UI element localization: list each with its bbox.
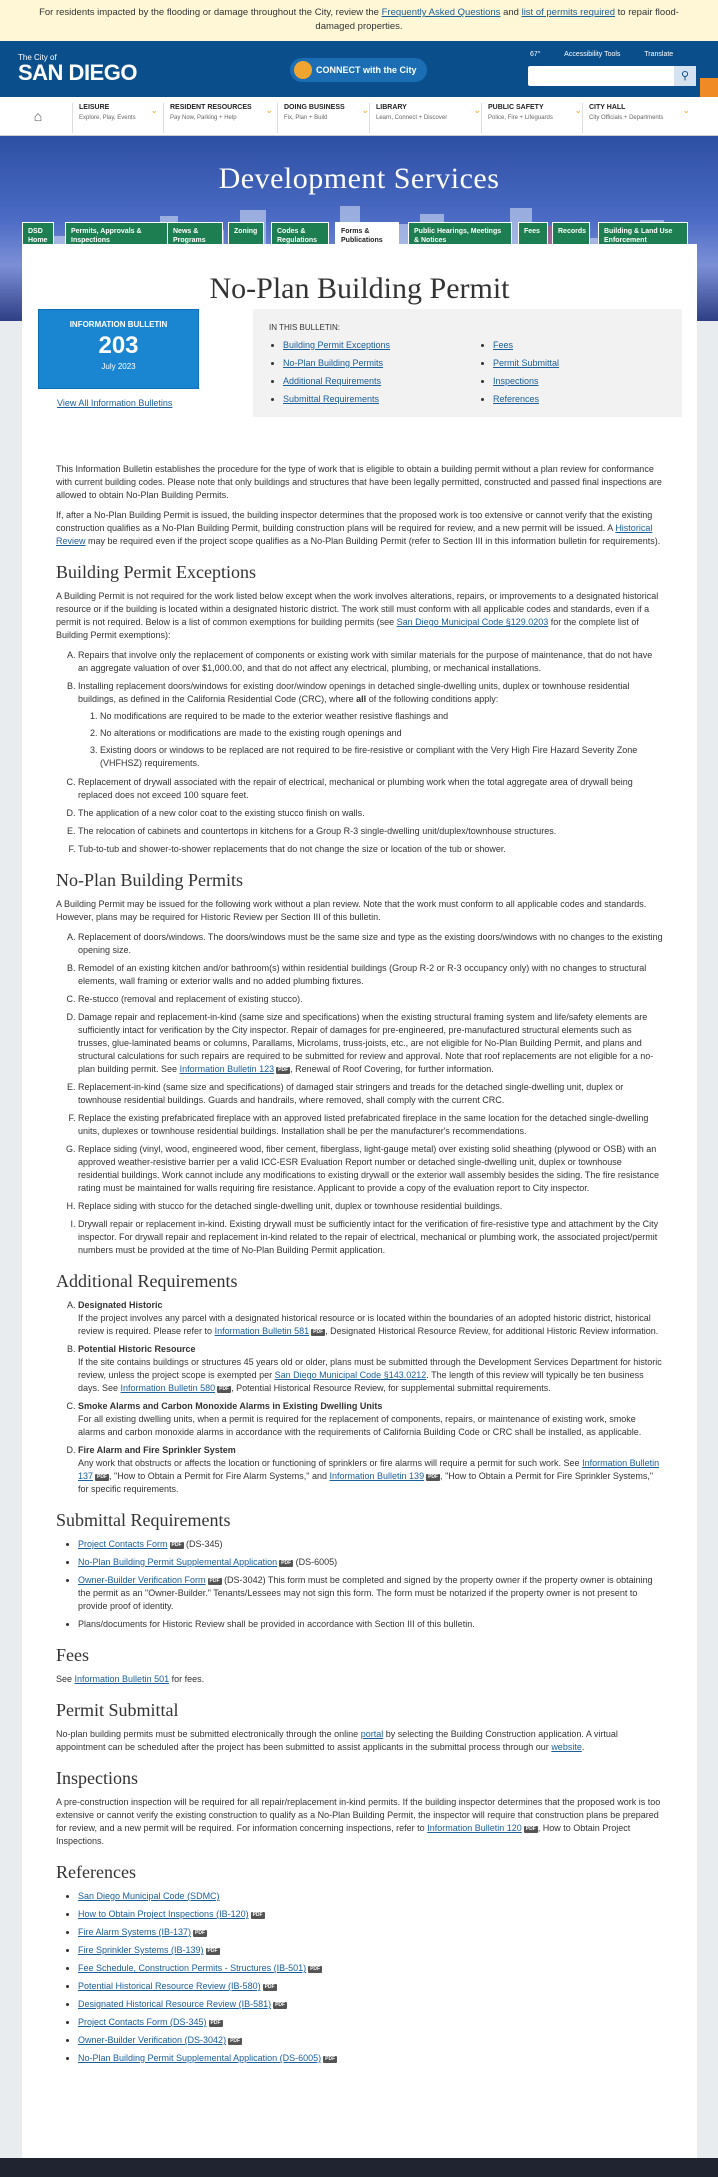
list-item: D. The application of a new color coat to the existing stucco finish on walls. [78,807,664,820]
list-item: • Project Contacts Form PDF (DS-345) [78,1538,664,1551]
hero-title: Development Services [218,162,500,195]
list-item: E. The relocation of cabinets and countertops in kitchens for a Group R-3 single-dwelling unit/duplex/townhouse structures. [78,825,664,838]
accessibility-tools-link[interactable]: Accessibility Tools [564,51,621,58]
pdf-icon: PDF [275,2002,286,2008]
nav-doing-business[interactable] [277,103,369,133]
portal-link[interactable]: portal [360,1729,384,1739]
alert-text: For residents impacted by the flooding or damage throughout the City, review the [39,7,379,18]
list-item: I. Drywall repair or replacement in-kind. Existing drywall must be sufficiently intact for the verification of fire-resistive type and attachment by the City inspector. For drywall repair and replacement in-kind related to the repair of electrical, mechanical or plumbing work, the associated project/permit numbers must be provided at the time of No-Plan Building Permit application. [78,1218,664,1257]
conditions-list [100,710,664,770]
weather-readout: 67° [530,51,541,58]
chevron-down-icon: ⌄ [473,105,481,115]
website-link[interactable]: website [551,1742,582,1752]
list-item: C. Re-stucco (removal and replacement of existing stucco). [78,993,664,1006]
list-item: F. Replace the existing prefabricated fireplace with an approved listed prefabricated fireplace in the same location for the detached single-dwelling units, duplexes or townhouse residential buildings. Installation shall be per the manufacturer's recommendations. [78,1112,664,1138]
list-item [78,1908,664,1921]
connect-icon [294,61,312,79]
nav-sub: Learn, Connect + Discover [376,115,448,121]
list-item: B. Potential Historic Resource If the site contains buildings or structures 45 years old or older, plans must be submitted through the Development Services Department for historic review, unless the project scope is exempted per San Diego Municipal Code §143.0212. The length of this review will typically be ten business days. See Information Bulletin 580 PDF , Potential Historical Resource Review, for supplemental submittal requirements. [78,1343,664,1395]
home-icon[interactable]: ⌂ [33,108,43,124]
list-item: H. Replace siding with stucco for the detached single-dwelling unit, duplex or townhouse residential buildings. [78,1200,664,1213]
list-item [78,1998,664,2011]
table-of-contents [253,309,682,417]
pdf-icon: PDF [252,1912,263,1918]
subnav-dsd-home[interactable]: DSD Home [22,222,54,248]
toc-right [493,339,559,411]
nav-sub: Police, Fire + Lifeguards [488,115,553,121]
chevron-down-icon: ⌄ [682,105,690,115]
list-item: A. Designated Historic If the project involves any parcel with a designated historical resource or is located within the boundaries of an adopted historic district, historical review is required. Please refer to Information Bulletin 581 PDF , Designated Historical Resource Review, for additional Historic Review information. [78,1299,664,1338]
pdf-icon: PDF [325,2056,336,2062]
pdf-icon: PDF [264,1984,275,1990]
historical-review-link[interactable]: Historical Review [56,523,653,546]
section-heading-additional: Additional Requirements [56,1271,238,1291]
toc-item[interactable] [493,339,559,357]
list-item [78,1962,664,1975]
pdf-icon: PDF [209,1578,220,1584]
translate-link[interactable]: Translate [644,51,674,58]
list-item [78,2052,664,2065]
reference-link[interactable]: Project Contacts Form (DS-345) [78,2017,207,2027]
subnav-zoning[interactable]: Zoning [228,222,264,248]
bulletin-badge [38,309,199,389]
toc-item[interactable] [493,393,559,411]
subnav-codes[interactable]: Codes & Regulations [271,222,329,248]
toc-link[interactable]: Inspections [493,376,539,386]
list-item [78,1926,664,1939]
nav-title: CITY HALL [589,104,626,111]
section-heading-permit-submittal: Permit Submittal [56,1700,179,1720]
main-navigation [0,97,718,136]
toc-link[interactable]: Additional Requirements [283,376,382,386]
list-item: A. Replacement of doors/windows. The doors/windows must be the same size and type as the existing doors/windows with no changes to the existing opening size. [78,931,664,957]
ib-580-link[interactable]: Information Bulletin 580 [120,1383,216,1393]
list-item: C. Replacement of drywall associated with the repair of electrical, mechanical or plumbing work when the total aggregate area of drywall being replaced does not exceed 100 square feet. [78,776,664,802]
chevron-down-icon: ⌄ [574,105,582,115]
exceptions-list [78,649,664,856]
view-all-bulletins-link[interactable]: View All Information Bulletins [57,398,173,408]
list-item [78,2034,664,2047]
subnav-public-hearings[interactable]: Public Hearings, Meetings & Notices [408,222,512,248]
list-item: 2. No alterations or modifications are made to the existing rough openings and [100,727,664,740]
pdf-icon: PDF [219,1386,230,1392]
list-item: C. Smoke Alarms and Carbon Monoxide Alarms in Existing Dwelling Units For all existing dwelling units, when a permit is required for the replacement of components, repairs, or maintenance of existing work, smoke alarms and carbon monoxide alarms in accordance with the requirements of California Building Code or CRC shall be installed, as applicable. [78,1400,664,1439]
list-item: D. Damage repair and replacement-in-kind (same size and specifications) when the existing structural framing system and life/safety elements are sufficiently intact for verification by the City inspector. Repair of damages for pre-engineered, pre-manufactured structural elements such as trusses, glue-laminated beams or columns, Parallams, Microlams, truss-joists, etc., are not eligible for No-Plan Building Permit, and plans and structural calculations for such repairs are required to be submitted for review and approval. Note that roof replacements are not eligible for a no-plan building permit. See Information Bulletin 123 PDF , Renewal of Roof Covering, for further information. [78,1011,664,1076]
pdf-icon: PDF [313,1329,324,1335]
pdf-icon: PDF [428,1474,439,1480]
pdf-icon: PDF [278,1067,289,1073]
list-item: D. Fire Alarm and Fire Sprinkler System Any work that obstructs or affects the location or functioning of sprinklers or fire alarms will require a permit for such work. See Information Bulletin 137 PDF , "How to Obtain a Permit for Fire Alarm Systems," and Information Bulletin 139 PDF , "How to Obtain a Permit for Fire Sprinkler Systems," for specific requirements. [78,1444,664,1496]
page-title: No-Plan Building Permit [209,272,510,305]
nav-leisure[interactable] [72,103,158,133]
noplan-list [78,931,664,1257]
subnav-enforcement[interactable]: Building & Land Use Enforcement [598,222,688,248]
search-icon[interactable]: ⚲ [674,66,696,86]
flood-alert-banner [0,0,718,41]
toc-link[interactable]: References [493,394,540,404]
list-item [78,2016,664,2029]
ib-501-link[interactable]: Information Bulletin 501 [74,1674,170,1684]
section-heading-references: References [56,1862,136,1882]
reference-link[interactable]: Owner-Builder Verification (DS-3042) [78,2035,227,2045]
pdf-icon: PDF [230,2038,241,2044]
site-footer [0,2158,718,2177]
exceptions-intro: A Building Permit is not required for the work listed below except when the work involves alterations, repairs, or improvements to a designated historical resource or if the building is located within a designated historic district. The work still must conform with all applicable codes and standards, even if a permit is not required. Below is a list of common exemptions for building permits (see San Diego Municipal Code §129.0203 for the complete list of Building Permit exemptions): [56,591,659,640]
reference-link[interactable]: No-Plan Building Permit Supplemental Application (DS-6005) [78,2053,322,2063]
alert-and: and [503,7,519,18]
list-item: 1. No modifications are required to be made to the exterior weather resistive flashings and [100,710,664,723]
header-utility-links [530,51,695,58]
reference-link[interactable]: Fee Schedule, Construction Permits - Structures (IB-501) [78,1963,307,1973]
noplan-intro: A Building Permit may be issued for the following work without a plan review. Note that the work must conform to all applicable codes and standards. However, plans may be required for Historic Review per Section III of this bulletin. [56,899,647,922]
section-heading-fees: Fees [56,1645,89,1665]
logo-big-text: SAN DIEGO [18,60,137,85]
list-item: A. Repairs that involve only the replacement of components or existing work with similar materials for the purpose of maintenance, that do not have an aggregate valuation of over $1,000.00, and that do not affect any electrical, plumbing, or mechanical installations. [78,649,664,675]
reference-link[interactable]: San Diego Municipal Code (SDMC) [78,1891,220,1901]
inspections-paragraph: A pre-construction inspection will be required for all repair/replacement in-kind permits. If the building inspector determines that the proposed work is too extensive or cannot verify the existing construction to qualify as a No-Plan Building Permit, the inspector will require that construction plans be prepared for review, and a new permit will be required. For information concerning inspections, refer to Information Bulletin 120 PDF , How to Obtain Project Inspections. [56,1797,661,1846]
nav-title: LEISURE [79,104,110,111]
pdf-icon: PDF [281,1560,292,1566]
toc-item[interactable] [283,339,390,357]
nav-library[interactable] [369,103,481,133]
toc-link[interactable]: Permit Submittal [493,358,560,368]
nav-sub: Fix, Plan + Build [284,115,328,121]
ib-581-link[interactable]: Information Bulletin 581 [214,1326,310,1336]
section-heading-noplan: No-Plan Building Permits [56,870,244,890]
ds-6005-link[interactable]: No-Plan Building Permit Supplemental Application [78,1557,278,1567]
list-item: 3. Existing doors or windows to be replaced are not required to be fire-resistive or compliant with the Very High Fire Hazard Severity Zone (VHFHSZ) requirements. [100,744,664,770]
toc-link[interactable]: Building Permit Exceptions [283,340,391,350]
bulletin-date: July 2023 [101,362,136,371]
ib-137-link[interactable]: Information Bulletin 137 [78,1458,660,1481]
reference-link[interactable]: Designated Historical Resource Review (IB-581) [78,1999,272,2009]
ds-345-link[interactable]: Project Contacts Form [78,1539,168,1549]
chevron-down-icon: ⌄ [265,105,273,115]
sdmc-143-link[interactable]: San Diego Municipal Code §143.0212 [274,1370,427,1380]
nav-title: LIBRARY [376,104,407,111]
faq-link[interactable]: Frequently Asked Questions [381,7,501,18]
list-item [78,1980,664,1993]
nav-title: RESIDENT RESOURCES [170,104,252,111]
chevron-down-icon: ⌄ [150,105,158,115]
subnav-forms[interactable]: Forms & Publications [335,222,399,248]
list-item: • Owner-Builder Verification Form PDF (DS-3042) This form must be completed and signed by the property owner if the property owner is obtaining the permit as an "Owner-Builder." Tenants/Lessees may not sign this form. The form must be notarized if the property owner is not present to provide proof of identity. [78,1574,664,1613]
nav-title: DOING BUSINESS [284,104,345,111]
toc-link[interactable]: Submittal Requirements [283,394,380,404]
toc-item[interactable] [283,393,390,411]
reference-link[interactable]: How to Obtain Project Inspections (IB-120) [78,1909,249,1919]
bulletin-header-card [22,244,697,441]
intro-paragraph: This Information Bulletin establishes the procedure for the type of work that is eligible to obtain a building permit without a plan review for conformance with current building codes. Please note that only buildings and structures that have been legally permitted, constructed and passed final inspections are allowed to obtain No-Plan Building Permits. [56,464,662,500]
nav-city-hall[interactable] [582,103,690,133]
pdf-icon: PDF [97,1474,108,1480]
reference-link[interactable]: Potential Historical Resource Review (IB-580) [78,1981,261,1991]
toc-heading: IN THIS BULLETIN: [269,323,340,332]
list-item: B. Remodel of an existing kitchen and/or bathroom(s) within residential buildings (Group R-2 or R-3 occupancy only) with no changes to structural elements, wall framing or exterior walls and no added plumbing fixtures. [78,962,664,988]
section-heading-exceptions: Building Permit Exceptions [56,562,256,582]
pdf-icon: PDF [207,1948,218,1954]
list-item: G. Replace siding (vinyl, wood, engineered wood, fiber cement, fiberglass, light-gauge metal) over existing solid sheathing (plywood or OSB) with an approved weather-resistive barrier per a valid ICC-ESR Evaluation Report number or detached single-dwelling unit, duplex or townhouse residential buildings. Work cannot include any modifications to existing drywall or the exterior wall assembly besides the siding. The fire resistance rating must be maintained for walls requiring fire resistance. Applicant to provide a copy of the evaluation report to City inspector. [78,1143,664,1195]
nav-resident-resources[interactable] [163,103,273,133]
pdf-icon: PDF [210,2020,221,2026]
submittal-list [78,1538,664,1631]
nav-sub: City Officials + Departments [589,115,664,121]
reference-link[interactable]: Fire Sprinkler Systems (IB-139) [78,1945,204,1955]
list-item [78,1890,664,1903]
toc-item[interactable] [283,375,390,393]
city-logo[interactable] [18,53,137,84]
subnav-fees[interactable]: Fees [518,222,548,248]
toc-link[interactable]: No-Plan Building Permits [283,358,384,368]
connect-label: CONNECT with the City [316,65,417,75]
subnav-permits[interactable]: Permits, Approvals & Inspections [65,222,169,248]
search-input[interactable] [528,66,696,86]
chevron-down-icon: ⌄ [361,105,369,115]
site-header [0,41,718,97]
toc-item[interactable] [493,357,559,375]
permit-submittal-paragraph: No-plan building permits must be submitted electronically through the online portal by selecting the Building Construction application. A virtual appointment can be scheduled after the project has been submitted to assist applicants in the submittal process through our website. [56,1729,618,1752]
bulletin-number: 203 [98,332,139,359]
list-item: • No-Plan Building Permit Supplemental Application PDF (DS-6005) [78,1556,664,1569]
list-item: F. Tub-to-tub and shower-to-shower replacements that do not change the size or location of the tub or shower. [78,843,664,856]
pdf-icon: PDF [525,1826,536,1832]
nav-sub: Explore, Play, Events [79,115,136,121]
toc-item[interactable] [283,357,390,375]
ib-123-link[interactable]: Information Bulletin 123 [179,1064,275,1074]
nav-title: PUBLIC SAFETY [488,104,544,111]
toc-left [283,339,390,411]
toc-item[interactable] [493,375,559,393]
sdmc-129-link[interactable]: San Diego Municipal Code §129.0203 [396,617,549,627]
ib-139-link[interactable]: Information Bulletin 139 [329,1471,425,1481]
bulletin-label: INFORMATION BULLETIN [69,320,168,329]
list-item: E. Replacement-in-kind (same size and specifications) of damaged stair stringers and treads for the detached single-dwelling unit, duplex or townhouse residential buildings. Guards and handrails, where removed, shall comply with the current CRC. [78,1081,664,1107]
list-item [78,1944,664,1957]
alert-text-end: to repair flood-damaged properties. [315,7,679,32]
subnav-news[interactable]: News & Programs [167,222,223,248]
pdf-icon: PDF [171,1542,182,1548]
nav-sub: Pay Now, Parking + Help [170,115,237,121]
connect-button[interactable] [290,58,427,82]
toc-link[interactable]: Fees [493,340,514,350]
references-list [78,1890,664,2065]
intro-paragraph-2: If, after a No-Plan Building Permit is issued, the building inspector determines that the proposed work is too extensive or cannot verify that the existing construction qualifies as a No-Plan Building Permit, building construction plans will be required for review, and a new permit will be issued. A Historical Review may be required even if the project scope qualifies as a No-Plan Building Permit (refer to Section III in this information bulletin for requirements). [56,510,661,546]
bulletin-body [22,441,697,2158]
list-item: • Plans/documents for Historic Review shall be provided in accordance with Section III of this bulletin. [78,1618,664,1631]
fees-paragraph: See Information Bulletin 501 for fees. [56,1674,205,1684]
list-item: B. Installing replacement doors/windows for existing door/window openings in detached single-dwelling units, duplex or townhouse residential buildings, as defined in the California Residential Code (CRC), where all of the following conditions apply: 1. No modifications are required to be made to the exterior weather resistive flashings and 2. No alterations or modifications are made to the existing rough openings and 3. Existing doors or windows to be replaced are not required to be fire-resistive or compliant with the Very High Fire Hazard Severity Zone (VHFHSZ) requirements. [78,680,664,770]
section-heading-submittal: Submittal Requirements [56,1510,231,1530]
permits-list-link[interactable]: list of permits required [521,7,616,18]
ib-120-link[interactable]: Information Bulletin 120 [427,1823,522,1833]
subnav-records[interactable]: Records [552,222,590,248]
pdf-icon: PDF [195,1930,206,1936]
section-heading-inspections: Inspections [56,1768,138,1788]
pdf-icon: PDF [310,1966,321,1972]
additional-list [78,1299,664,1496]
nav-public-safety[interactable] [481,103,582,133]
reference-link[interactable]: Fire Alarm Systems (IB-137) [78,1927,192,1937]
ds-3042-link[interactable]: Owner-Builder Verification Form [78,1575,206,1585]
logo-small-text: The City of [18,53,57,62]
